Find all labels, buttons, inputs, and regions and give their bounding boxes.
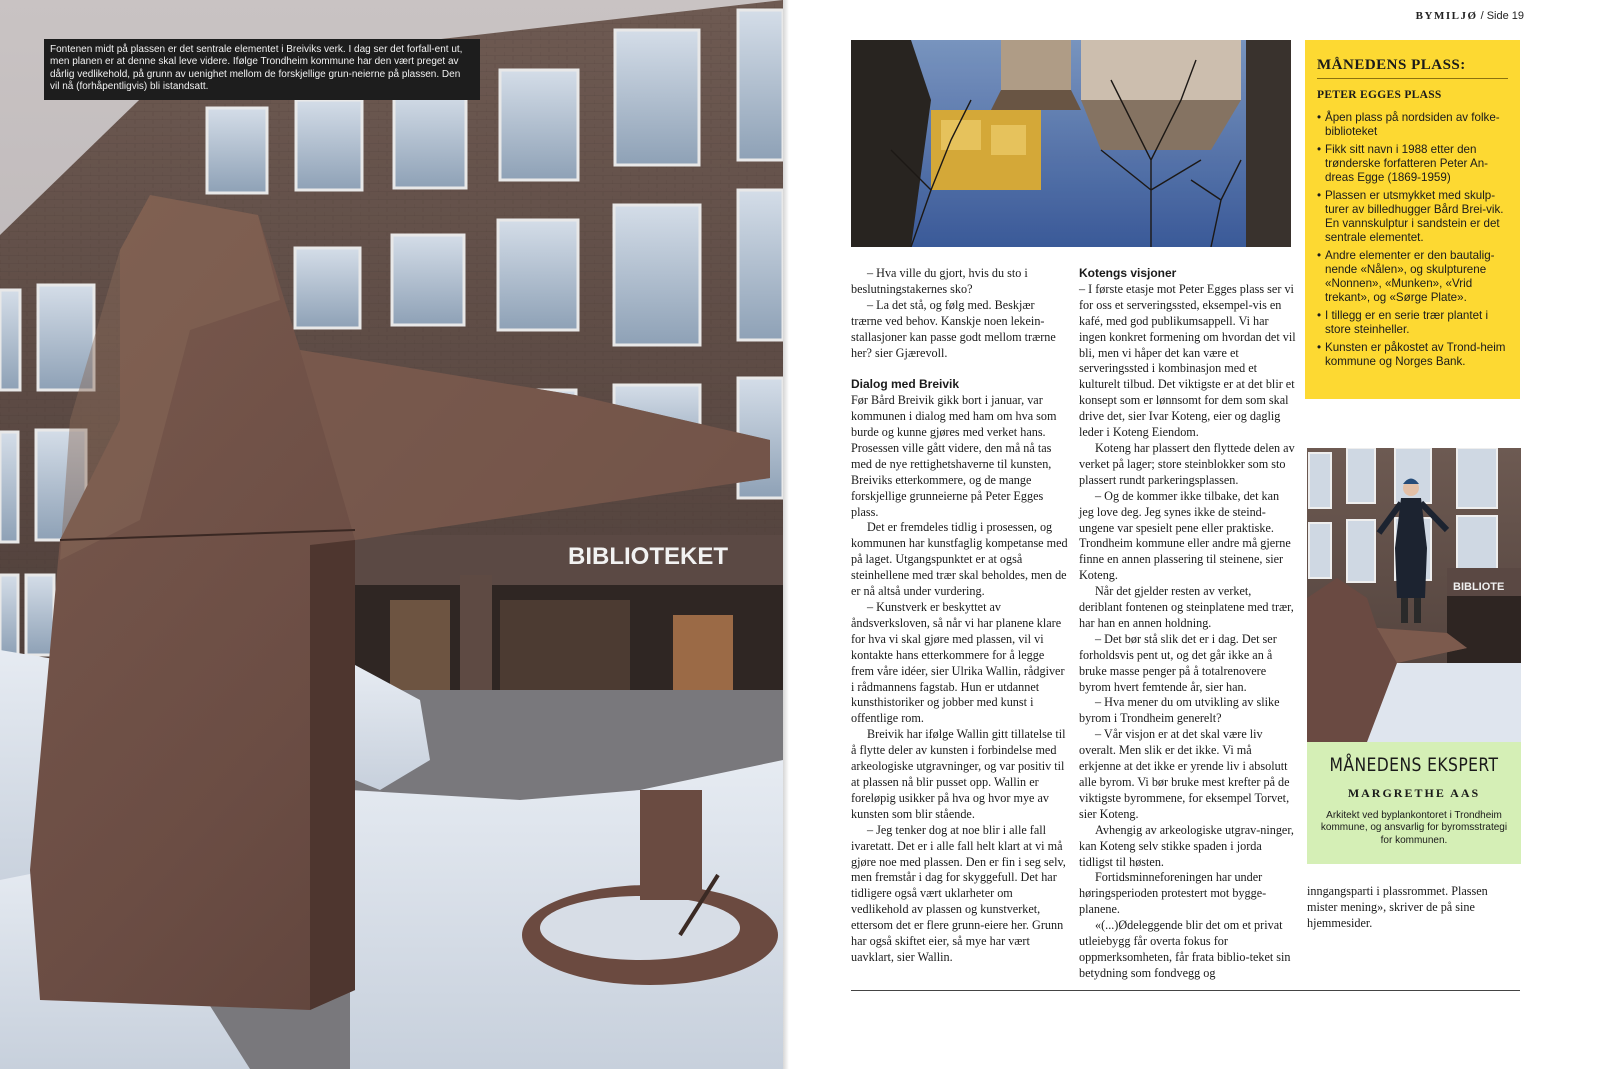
paragraph: – Og de kommer ikke tilbake, det kan jeg love deg. Jeg synes ikke de steind-ungene var spesielt pene eller praktiske. Trondheim kommune eller andre må gjerne finne en annen plassering til steinene, sier Koteng. (1079, 488, 1291, 583)
paragraph: Når det gjelder resten av verket, deriblant fontenen og steinplatene med trær, har han en annen holdning. (1079, 584, 1294, 630)
reflection-photo (851, 40, 1291, 247)
article-column-2 (1079, 266, 1296, 982)
paragraph: – Vår visjon er at det skal være liv overalt. Men slik er det ikke. Vi må erkjenne at det ikke er yrende liv i absolutt alle byrom. Vi bør bruke mest krefter på de viktigste byrommene, for eksempel Torvet, sier Koteng. (1079, 727, 1290, 821)
fountain-sculpture-illustration (0, 0, 783, 1069)
paragraph: – I første etasje mot Peter Egges plass ser vi for oss et serveringssted, eksempel-vis en kafé, med god publikumsappell. Vi har ingen konkret formening om hvordan det vil bli, men vi håper det kan være et serveringssted i kombinasjon med et kulturelt tilbud. Det viktigste er at det blir et konsept som er lønnsomt for dem som skal drive det, sier Ivar Koteng, eier og daglig leder i Koteng Eiendom. (1079, 281, 1296, 440)
expert-portrait-illustration (1307, 448, 1521, 742)
fact-item: • Plassen er utsmykket med skulp-turer av billedhugger Bård Brei-vik. En vannskulptur i sandstein er det sentrale elementet. (1317, 189, 1508, 245)
expert-box (1307, 742, 1521, 864)
fact-box (1305, 40, 1520, 399)
library-sign: BIBLIOTEKET (568, 543, 728, 570)
running-head (1416, 10, 1524, 22)
bottom-rule (851, 990, 1520, 991)
paragraph: – Hva mener du om utvikling av slike byrom i Trondheim generelt? (1079, 695, 1280, 726)
paragraph: Det er fremdeles tidlig i prosessen, og kommunen har kunstfaglig kompetanse med på laget. Utgangspunktet er at også steinhellene med trær skal beholdes, men de er nå altså under vurdering. (851, 520, 1068, 599)
paragraph: – La det stå, og følg med. Beskjær trærne ved behov. Kanskje noen lekein-stallasjoner kan passe godt mellom trærne her? sier Gjærevoll. (851, 297, 1056, 360)
paragraph: Koteng har plassert den flyttede delen av verket på lager; store steinblokker som sto plassert rundt parkeringsplassen. (1079, 440, 1295, 487)
expert-box-title: MÅNEDENS EKSPERT (1329, 754, 1499, 776)
fact-item: • I tillegg er en serie trær plantet i store steinheller. (1317, 309, 1508, 337)
page-number: / Side 19 (1480, 10, 1524, 22)
section-brand: BYMILJØ (1415, 10, 1478, 22)
subheading: Kotengs visjoner (1079, 266, 1177, 280)
paragraph: inngangsparti i plassrommet. Plassen mister mening», skriver de på sine hjemmesider. (1307, 884, 1488, 930)
paragraph: Fortidsminneforeningen har under høringsperioden protestert mot bygge-planene. (1079, 870, 1267, 917)
tree-reflection-illustration (851, 40, 1291, 247)
page-gutter (783, 0, 789, 1069)
paragraph: Avhengig av arkeologiske utgrav-ninger, kan Koteng selv stikke spaden i jorda tidligst til høsten. (1079, 822, 1294, 869)
fact-box-title: MÅNEDENS PLASS: (1317, 57, 1508, 79)
paragraph: – Hva ville du gjort, hvis du sto i beslutningstakernes sko? (851, 266, 1028, 296)
paragraph: Før Bård Breivik gikk bort i januar, var kommunen i dialog med ham om hva som burde og kunne gjøres med verket hans. Prosessen ville gått videre, den må nå tas med de nye rettighetshaverne til kunsten, Breiviks etterkommere, og de mange forskjellige grunneierne på Peter Egges plass. (851, 393, 1057, 519)
expert-photo-sign: BIBLIOTE (1453, 581, 1505, 593)
expert-photo (1307, 448, 1521, 742)
expert-description: Arkitekt ved byplankontoret i Trondheim kommune, og ansvarlig for byromsstrategi for kommunen. (1320, 810, 1508, 846)
paragraph: – Det bør stå slik det er i dag. Det ser forholdsvis pent ut, og det går ikke an å bruke masse penger på å totalrenovere byrom hvert femtende år, sier han. (1079, 631, 1277, 694)
paragraph: – Kunstverk er beskyttet av åndsverksloven, så når vi har planene klare for hva vi skal gjøre med plassen, vil vi kontakte hans etterkommere for å legge frem våre idéer, sier Ulrika Wallin, rådgiver i rådmannens fagstab. Hun er utdannet kunsthistoriker og jobber med kunst i offentlige rom. (851, 600, 1065, 726)
article-column-3 (1307, 884, 1520, 932)
paragraph: Breivik har ifølge Wallin gitt tillatelse til å flytte deler av kunsten i forbindelse med arkeologiske utgravninger, og var positiv til at plassen nå blir pusset opp. Wallin er foreløpig usikker på hva og hvor mye av kunsten som blir stående. (851, 727, 1066, 821)
photo-caption: Fontenen midt på plassen er det sentrale elementet i Breiviks verk. I dag ser det forfall-ent ut, men planen er at denne skal leve videre. Ifølge Trondheim kommune har den vært preget av dårlig vedlikehold, på grunn av uenighet mellom de forskjellige grun-neierne på plassen. Den vil nå (forhåpentligvis) bli istandsatt. (44, 39, 480, 100)
fact-item: • Fikk sitt navn i 1988 etter den trønderske forfatteren Peter An-dreas Egge (1869-1959) (1317, 143, 1508, 185)
fact-item: • Kunsten er påkostet av Trond-heim kommune og Norges Bank. (1317, 341, 1508, 369)
main-photo (0, 0, 783, 1069)
article-column-1 (851, 266, 1068, 966)
fact-list (1317, 111, 1508, 369)
paragraph: – Jeg tenker dog at noe blir i alle fall ivaretatt. Det er i alle fall helt klart at vi må gjøre noe med plassen. Den er fin i seg selv, men fremstår i dag for skyggefull. Det har tidligere også vært uklarheter om vedlikehold av plassen og kunstverket, ettersom det er flere grunn-eiere her. Grunn har også skiftet eier, så mye har vært uavklart, sier Wallin. (851, 822, 1066, 964)
expert-name: MARGRETHE AAS (1347, 786, 1481, 800)
fact-box-subtitle: PETER EGGES PLASS (1317, 89, 1442, 101)
fact-item: • Åpen plass på nordsiden av folke-biblioteket (1317, 111, 1508, 139)
fact-item: • Andre elementer er den bautalig-nende «Nålen», og skulpturene «Nonnen», «Munken», «Vrid trekant», og «Sørge Plate». (1317, 249, 1508, 305)
subheading: Dialog med Breivik (851, 377, 960, 392)
paragraph: «(...)Ødeleggende blir det om et privat utleiebygg får overta fokus for oppmerksomheten, får frata biblio-teket sin betydning som fondvegg og (1079, 918, 1291, 980)
